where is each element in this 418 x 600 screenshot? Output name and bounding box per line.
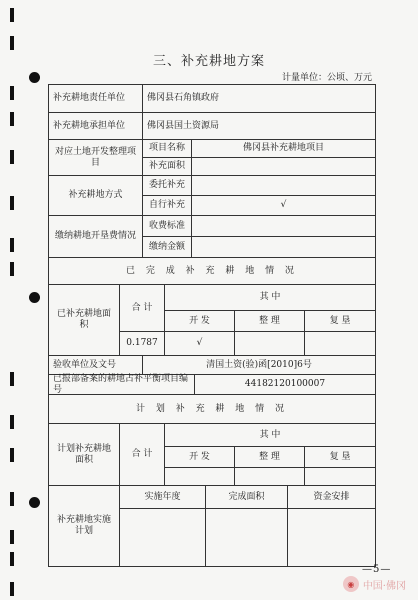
label-project-name: 项目名称 [142, 139, 192, 158]
value-planned-fuken [304, 467, 376, 486]
header-completed-zhengli: 整 理 [234, 310, 305, 332]
binding-dash [10, 112, 14, 126]
header-completed-total: 合 计 [119, 284, 165, 332]
binding-dash [10, 372, 14, 386]
header-impl-fund: 资金安排 [287, 485, 376, 509]
binding-hole [29, 497, 40, 508]
unit-note: 计量单位：公顷、万元 [281, 73, 372, 83]
binding-dash [10, 196, 14, 210]
value-acceptance: 清国土资(验)函[2010]6号 [142, 355, 376, 375]
header-planned-kaifa: 开 发 [164, 446, 235, 468]
value-responsible-unit: 佛冈县石角镇政府 [142, 84, 376, 113]
label-filing-number: 已报部备案的耕地占补平衡项目编号 [48, 374, 195, 395]
section-planned-header: 计 划 补 充 耕 地 情 况 [48, 394, 376, 424]
header-completed-kaifa: 开 发 [164, 310, 235, 332]
binding-dash [10, 530, 14, 544]
page-number: —5— [362, 564, 392, 575]
label-planned-area: 计划补充耕地面积 [48, 423, 120, 486]
header-impl-year: 实施年度 [119, 485, 206, 509]
binding-dash [10, 36, 14, 50]
binding-dash [10, 552, 14, 566]
header-impl-area: 完成面积 [205, 485, 288, 509]
value-completed-kaifa: √ [164, 331, 235, 356]
binding-dash [10, 415, 14, 429]
label-implementation-plan: 补充耕地实施计划 [48, 485, 120, 567]
watermark-badge-icon: ◉ [343, 576, 359, 592]
header-planned-total: 合 计 [119, 423, 165, 486]
label-self: 自行补充 [142, 195, 192, 216]
label-corresponding-project: 对应土地开发整理项目 [48, 139, 143, 176]
value-undertaking-unit: 佛冈县国土资源局 [142, 112, 376, 140]
value-completed-fuken [304, 331, 376, 356]
label-undertaking-unit: 补充耕地承担单位 [48, 112, 143, 140]
binding-dash [10, 8, 14, 22]
header-completed-fuken: 复 垦 [304, 310, 376, 332]
value-planned-zhengli [234, 467, 305, 486]
binding-dash [10, 448, 14, 462]
binding-dash [10, 238, 14, 252]
label-fee-amount: 缴纳金额 [142, 236, 192, 258]
value-supplement-area [191, 157, 376, 176]
value-fee-amount [191, 236, 376, 258]
value-entrusted [191, 175, 376, 196]
value-completed-zhengli [234, 331, 305, 356]
binding-hole [29, 72, 40, 83]
label-reclamation-fee: 缴纳耕地开垦费情况 [48, 215, 143, 258]
label-entrusted: 委托补充 [142, 175, 192, 196]
cell-impl-year [119, 508, 206, 567]
cell-impl-fund [287, 508, 376, 567]
label-acceptance: 验收单位及文号 [48, 355, 143, 375]
header-completed-among: 其 中 [164, 284, 376, 311]
value-planned-kaifa [164, 467, 235, 486]
plan-table [48, 84, 376, 567]
cell-impl-area [205, 508, 288, 567]
label-supplement-method: 补充耕地方式 [48, 175, 143, 216]
binding-hole [29, 292, 40, 303]
watermark-text: 中国·佛冈 [362, 580, 406, 592]
binding-dash [10, 492, 14, 506]
value-completed-total: 0.1787 [119, 331, 165, 356]
value-fee-standard [191, 215, 376, 237]
label-completed-area: 已补充耕地面积 [48, 284, 120, 356]
binding-dash [10, 262, 14, 276]
binding-dash [10, 86, 14, 100]
page-title: 三、补充耕地方案 [152, 54, 265, 69]
header-planned-fuken: 复 垦 [304, 446, 376, 468]
label-supplement-area: 补充面积 [142, 157, 192, 176]
value-filing-number: 44182120100007 [194, 374, 376, 395]
value-self: √ [191, 195, 376, 216]
header-planned-among: 其 中 [164, 423, 376, 447]
header-planned-zhengli: 整 理 [234, 446, 305, 468]
label-responsible-unit: 补充耕地责任单位 [48, 84, 143, 113]
label-fee-standard: 收费标准 [142, 215, 192, 237]
value-project-name: 佛冈县补充耕地项目 [191, 139, 376, 158]
binding-dash [10, 150, 14, 164]
watermark [343, 576, 406, 592]
binding-dash [10, 582, 14, 596]
section-completed-header: 已 完 成 补 充 耕 地 情 况 [48, 257, 376, 285]
